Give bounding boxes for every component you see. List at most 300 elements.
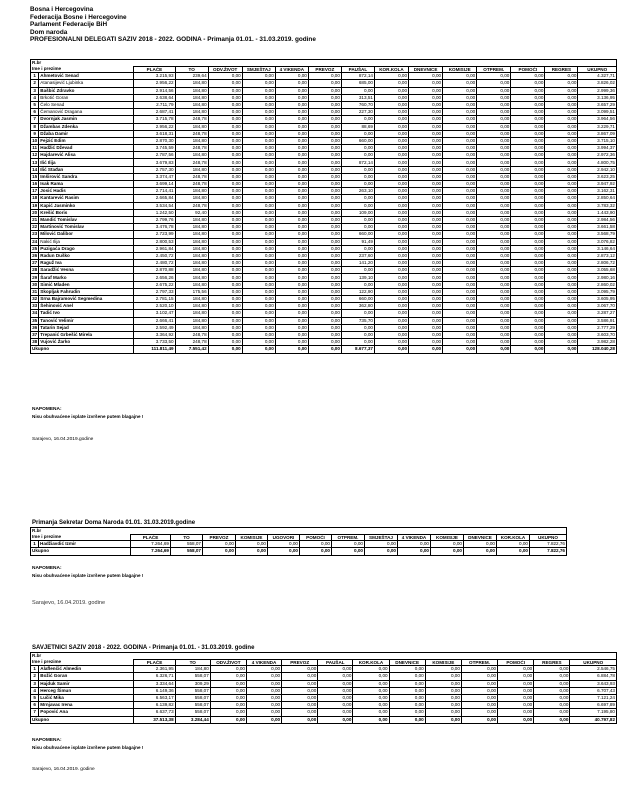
amount-cell: 2.592,49 bbox=[134, 324, 175, 331]
amount-cell: 0,00 bbox=[545, 195, 578, 202]
table-row bbox=[31, 288, 617, 295]
amount-cell: 0,00 bbox=[308, 73, 341, 80]
amount-cell: 0,00 bbox=[545, 166, 578, 173]
amount-cell: 0,00 bbox=[300, 541, 332, 548]
column-header: SMJEŠTAJ bbox=[242, 66, 275, 73]
amount-cell: 0,00 bbox=[409, 245, 443, 252]
total-cell: 0,00 bbox=[545, 346, 578, 353]
amount-cell: 0,00 bbox=[275, 152, 308, 159]
person-name: Ilić Stađan bbox=[39, 166, 134, 173]
amount-cell: 0,00 bbox=[498, 709, 534, 716]
amount-cell: 660,00 bbox=[341, 137, 374, 144]
column-header: REGRES bbox=[545, 66, 578, 73]
total-cell: 0,00 bbox=[409, 346, 443, 353]
amount-cell: 239,64 bbox=[175, 73, 208, 80]
amount-cell: 0,00 bbox=[477, 252, 511, 259]
amount-cell: 0,00 bbox=[308, 123, 341, 130]
amount-cell: 3.715,10 bbox=[578, 137, 617, 144]
amount-cell: 184,80 bbox=[175, 666, 210, 673]
column-header: 4 VIKENDA bbox=[246, 659, 281, 666]
amount-cell: 0,00 bbox=[374, 310, 408, 317]
table-row bbox=[31, 702, 617, 709]
amount-cell: 0,00 bbox=[425, 694, 461, 701]
amount-cell: 0,00 bbox=[374, 267, 408, 274]
amount-cell: 0,00 bbox=[208, 296, 242, 303]
amount-cell: 0,00 bbox=[443, 202, 477, 209]
total-cell: 7.264,69 bbox=[131, 548, 171, 555]
amount-cell: 0,00 bbox=[477, 101, 511, 108]
amount-cell: 0,00 bbox=[365, 541, 398, 548]
amount-cell: 0,00 bbox=[443, 145, 477, 152]
name-header-3: Ime i prezime bbox=[31, 659, 134, 666]
amount-cell: 2.972,36 bbox=[578, 152, 617, 159]
amount-cell: 0,00 bbox=[443, 181, 477, 188]
amount-cell: 0,00 bbox=[208, 87, 242, 94]
amount-cell: 0,00 bbox=[374, 274, 408, 281]
amount-cell: 0,00 bbox=[477, 195, 511, 202]
amount-cell: 0,00 bbox=[341, 310, 374, 317]
amount-cell: 0,00 bbox=[341, 202, 374, 209]
amount-cell: 0,00 bbox=[341, 166, 374, 173]
amount-cell: 0,00 bbox=[318, 680, 353, 687]
column-header: SMJEŠTAJ bbox=[365, 534, 398, 541]
row-number: 25 bbox=[32, 245, 38, 251]
person-name: Šaraf Marko bbox=[39, 274, 134, 281]
amount-cell: 0,00 bbox=[511, 317, 545, 324]
amount-cell: 0,00 bbox=[443, 159, 477, 166]
amount-cell: 0,00 bbox=[242, 80, 275, 87]
row-number: 16 bbox=[32, 181, 38, 187]
person-name: Mandić Tomislav bbox=[39, 216, 134, 223]
amount-cell: 3.162,31 bbox=[578, 188, 617, 195]
amount-cell: 2.999,36 bbox=[578, 87, 617, 94]
amount-cell: 558,07 bbox=[175, 694, 210, 701]
amount-cell: 0,00 bbox=[443, 231, 477, 238]
amount-cell: 0,00 bbox=[275, 267, 308, 274]
total-cell: 0,00 bbox=[208, 346, 242, 353]
row-number: 17 bbox=[32, 188, 38, 194]
amount-cell: 0,00 bbox=[545, 209, 578, 216]
amount-cell: 0,00 bbox=[242, 296, 275, 303]
amount-cell: 0,00 bbox=[443, 245, 477, 252]
column-header: UKUPNO bbox=[578, 66, 617, 73]
person-name: Džambas Zdenka bbox=[39, 123, 134, 130]
table-row bbox=[31, 116, 617, 123]
amount-cell: 0,00 bbox=[341, 281, 374, 288]
amount-cell: 0,00 bbox=[282, 673, 318, 680]
row-number: 32 bbox=[32, 296, 38, 302]
amount-cell: 0,00 bbox=[308, 209, 341, 216]
amount-cell: 0,00 bbox=[374, 303, 408, 310]
column-header: 4 VIKENDA bbox=[398, 534, 431, 541]
amount-cell: 0,00 bbox=[443, 195, 477, 202]
amount-cell: 0,00 bbox=[409, 173, 443, 180]
amount-cell: 0,00 bbox=[511, 274, 545, 281]
amount-cell: 0,00 bbox=[341, 267, 374, 274]
amount-cell: 0,00 bbox=[308, 224, 341, 231]
amount-cell: 0,00 bbox=[374, 73, 408, 80]
amount-cell: 0,00 bbox=[443, 130, 477, 137]
cash-note-3: Nisu obuhvaćene isplate izvršene putem blagajne ! bbox=[32, 745, 144, 750]
amount-cell: 0,00 bbox=[318, 702, 353, 709]
amount-cell: 0,00 bbox=[308, 267, 341, 274]
row-number: 6 bbox=[31, 702, 39, 709]
total-cell: 37.513,38 bbox=[134, 716, 175, 723]
amount-cell: 7.121,24 bbox=[570, 694, 617, 701]
amount-cell: 0,00 bbox=[409, 267, 443, 274]
amount-cell: 0,00 bbox=[534, 680, 570, 687]
amount-cell: 0,00 bbox=[341, 173, 374, 180]
total-cell: 40.797,82 bbox=[570, 716, 617, 723]
person-name: Josić Hadis bbox=[39, 188, 134, 195]
amount-cell: 0,00 bbox=[511, 137, 545, 144]
amount-cell: 0,00 bbox=[545, 252, 578, 259]
amount-cell: 0,00 bbox=[275, 274, 308, 281]
delegates-table bbox=[30, 59, 617, 354]
column-header: PREVOZ bbox=[282, 659, 318, 666]
amount-cell: 0,00 bbox=[308, 238, 341, 245]
amount-cell: 0,00 bbox=[443, 216, 477, 223]
amount-cell: 0,00 bbox=[409, 288, 443, 295]
amount-cell: 0,00 bbox=[477, 202, 511, 209]
amount-cell: 0,00 bbox=[275, 188, 308, 195]
amount-cell: 2.961,84 bbox=[134, 245, 175, 252]
amount-cell: 0,00 bbox=[374, 116, 408, 123]
amount-cell: 0,00 bbox=[545, 202, 578, 209]
table-row bbox=[31, 673, 617, 680]
amount-cell: 2.777,29 bbox=[578, 324, 617, 331]
amount-cell: 0,00 bbox=[443, 109, 477, 116]
amount-cell: 0,00 bbox=[511, 296, 545, 303]
amount-cell: 0,00 bbox=[308, 274, 341, 281]
column-header: KOMISIJE bbox=[431, 534, 464, 541]
table-row bbox=[31, 159, 617, 166]
amount-cell: 0,00 bbox=[341, 152, 374, 159]
row-number: 2 bbox=[31, 80, 39, 87]
row-number: 38 bbox=[32, 339, 38, 345]
amount-cell: 0,00 bbox=[275, 116, 308, 123]
column-header: PAUŠAL bbox=[341, 66, 374, 73]
amount-cell: 760,70 bbox=[341, 101, 374, 108]
amount-cell: 3.623,25 bbox=[578, 173, 617, 180]
amount-cell: 2.984,56 bbox=[578, 216, 617, 223]
amount-cell: 0,00 bbox=[236, 541, 268, 548]
amount-cell: 0,00 bbox=[511, 216, 545, 223]
amount-cell: 0,00 bbox=[511, 173, 545, 180]
amount-cell: 0,00 bbox=[282, 709, 318, 716]
column-header: PLAĆE bbox=[131, 534, 171, 541]
amount-cell: 0,00 bbox=[425, 702, 461, 709]
amount-cell: 0,00 bbox=[308, 202, 341, 209]
amount-cell: 0,00 bbox=[545, 181, 578, 188]
amount-cell: 0,00 bbox=[242, 166, 275, 173]
amount-cell: 0,00 bbox=[534, 666, 570, 673]
column-header: PREVOZ bbox=[308, 66, 341, 73]
amount-cell: 248,78 bbox=[175, 145, 208, 152]
amount-cell: 0,00 bbox=[409, 202, 443, 209]
amount-cell: 0,00 bbox=[374, 101, 408, 108]
amount-cell: 0,00 bbox=[275, 260, 308, 267]
amount-cell: 0,00 bbox=[374, 245, 408, 252]
amount-cell: 0,00 bbox=[275, 109, 308, 116]
amount-cell: 3.605,95 bbox=[578, 296, 617, 303]
total-cell: 111.811,49 bbox=[134, 346, 175, 353]
amount-cell: 2.675,22 bbox=[134, 281, 175, 288]
amount-cell: 0,00 bbox=[275, 181, 308, 188]
table-row bbox=[31, 694, 617, 701]
row-number: 6 bbox=[31, 109, 39, 116]
amount-cell: 0,00 bbox=[477, 231, 511, 238]
amount-cell: 0,00 bbox=[443, 274, 477, 281]
table-row bbox=[31, 80, 617, 87]
amount-cell: 0,00 bbox=[409, 87, 443, 94]
amount-cell: 2.870,88 bbox=[134, 267, 175, 274]
column-header: TO bbox=[175, 659, 210, 666]
amount-cell: 0,00 bbox=[308, 166, 341, 173]
amount-cell: 0,00 bbox=[409, 94, 443, 101]
amount-cell: 0,00 bbox=[534, 687, 570, 694]
row-number: 7 bbox=[31, 116, 39, 123]
amount-cell: 0,00 bbox=[242, 310, 275, 317]
amount-cell: 0,00 bbox=[308, 339, 341, 346]
amount-cell: 0,00 bbox=[210, 666, 246, 673]
amount-cell: 0,00 bbox=[443, 137, 477, 144]
amount-cell: 0,00 bbox=[374, 224, 408, 231]
row-number: 3 bbox=[31, 87, 39, 94]
amount-cell: 3.826,02 bbox=[578, 80, 617, 87]
amount-cell: 184,80 bbox=[175, 238, 208, 245]
amount-cell: 0,00 bbox=[443, 331, 477, 338]
amount-cell: 2.665,84 bbox=[134, 195, 175, 202]
amount-cell: 0,00 bbox=[443, 209, 477, 216]
amount-cell: 0,00 bbox=[308, 288, 341, 295]
row-number: 7 bbox=[31, 709, 39, 716]
column-header: KOMISIJE bbox=[425, 659, 461, 666]
amount-cell: 0,00 bbox=[511, 281, 545, 288]
amount-cell: 0,00 bbox=[308, 260, 341, 267]
total-cell: 0,00 bbox=[308, 346, 341, 353]
amount-cell: 0,00 bbox=[497, 541, 530, 548]
row-number: 34 bbox=[32, 310, 38, 316]
amount-cell: 0,00 bbox=[409, 123, 443, 130]
amount-cell: 0,00 bbox=[409, 238, 443, 245]
row-number: 28 bbox=[32, 267, 38, 273]
person-name: Hajduk Samir bbox=[39, 680, 134, 687]
amount-cell: 175,56 bbox=[175, 288, 208, 295]
amount-cell: 0,00 bbox=[275, 130, 308, 137]
amount-cell: 0,00 bbox=[511, 310, 545, 317]
amount-cell: 3.699,14 bbox=[134, 181, 175, 188]
amount-cell: 0,00 bbox=[461, 702, 497, 709]
amount-cell: 2.799,76 bbox=[134, 216, 175, 223]
amount-cell: 0,00 bbox=[545, 80, 578, 87]
amount-cell: 0,00 bbox=[308, 145, 341, 152]
amount-cell: 0,00 bbox=[477, 80, 511, 87]
amount-cell: 184,80 bbox=[175, 231, 208, 238]
amount-cell: 0,00 bbox=[208, 109, 242, 116]
amount-cell: 0,00 bbox=[208, 310, 242, 317]
napomena-label-1: NAPOMENA: bbox=[32, 407, 62, 412]
amount-cell: 0,00 bbox=[282, 680, 318, 687]
amount-cell: 0,00 bbox=[374, 80, 408, 87]
column-header: DNEVNICE bbox=[464, 534, 497, 541]
amount-cell: 0,00 bbox=[210, 673, 246, 680]
amount-cell: 4.800,75 bbox=[578, 159, 617, 166]
amount-cell: 3.334,64 bbox=[134, 680, 175, 687]
amount-cell: 0,00 bbox=[275, 288, 308, 295]
amount-cell: 0,00 bbox=[208, 339, 242, 346]
rbr-header: R.br bbox=[31, 60, 617, 67]
amount-cell: 0,00 bbox=[308, 188, 341, 195]
table-row bbox=[31, 245, 617, 252]
amount-cell: 88,69 bbox=[341, 123, 374, 130]
table-row bbox=[31, 281, 617, 288]
table-row bbox=[31, 94, 617, 101]
amount-cell: 2.956,22 bbox=[134, 80, 175, 87]
total-cell: 128.040,28 bbox=[578, 346, 617, 353]
amount-cell: 0,00 bbox=[477, 245, 511, 252]
table-row bbox=[31, 216, 617, 223]
amount-cell: 0,00 bbox=[409, 137, 443, 144]
amount-cell: 0,00 bbox=[477, 116, 511, 123]
amount-cell: 0,00 bbox=[443, 267, 477, 274]
row-number: 36 bbox=[32, 324, 38, 330]
amount-cell: 558,07 bbox=[175, 673, 210, 680]
table-row bbox=[31, 709, 617, 716]
person-name: Trepanić Grbešić Mirela bbox=[39, 331, 134, 338]
amount-cell: 0,00 bbox=[203, 541, 236, 548]
person-name: Atanasijević Ljubinka bbox=[39, 80, 134, 87]
amount-cell: 0,00 bbox=[208, 331, 242, 338]
total-cell: 0,00 bbox=[464, 548, 497, 555]
person-name: Puzigaća Drago bbox=[39, 245, 134, 252]
table-row bbox=[31, 202, 617, 209]
advisors-title: SAVJETNICI SAZIV 2018 - 2022. GODINA - Primanja 01.01. - 31.03.2019. godine bbox=[32, 645, 255, 651]
person-name: Bašbić Zdravko bbox=[39, 87, 134, 94]
amount-cell: 0,00 bbox=[208, 159, 242, 166]
amount-cell: 0,00 bbox=[443, 339, 477, 346]
amount-cell: 0,00 bbox=[409, 130, 443, 137]
rbr-header-2: R.br bbox=[31, 528, 567, 535]
amount-cell: 0,00 bbox=[353, 680, 389, 687]
amount-cell: 0,00 bbox=[242, 87, 275, 94]
amount-cell: 0,00 bbox=[443, 310, 477, 317]
column-header: KOR.KOLA bbox=[497, 534, 530, 541]
amount-cell: 0,00 bbox=[308, 181, 341, 188]
person-name: Tanović Velimir bbox=[39, 317, 134, 324]
amount-cell: 0,00 bbox=[545, 245, 578, 252]
amount-cell: 7.822,76 bbox=[530, 541, 567, 548]
amount-cell: 2.873,12 bbox=[578, 252, 617, 259]
row-number: 24 bbox=[32, 238, 38, 244]
amount-cell: 0,00 bbox=[308, 173, 341, 180]
amount-cell: 0,00 bbox=[545, 310, 578, 317]
amount-cell: 0,00 bbox=[477, 216, 511, 223]
amount-cell: 0,00 bbox=[208, 245, 242, 252]
amount-cell: 0,00 bbox=[282, 666, 318, 673]
amount-cell: 0,00 bbox=[374, 324, 408, 331]
amount-cell: 0,00 bbox=[409, 216, 443, 223]
amount-cell: 0,00 bbox=[275, 317, 308, 324]
row-number: 26 bbox=[32, 252, 38, 258]
amount-cell: 0,00 bbox=[477, 137, 511, 144]
amount-cell: 184,80 bbox=[175, 310, 208, 317]
amount-cell: 0,00 bbox=[443, 173, 477, 180]
amount-cell: 0,00 bbox=[308, 216, 341, 223]
row-number: 11 bbox=[32, 145, 38, 151]
amount-cell: 0,00 bbox=[545, 188, 578, 195]
amount-cell: 3.661,58 bbox=[578, 224, 617, 231]
table-row bbox=[31, 152, 617, 159]
amount-cell: 2.520,10 bbox=[134, 303, 175, 310]
amount-cell: 0,00 bbox=[308, 152, 341, 159]
amount-cell: 0,00 bbox=[477, 188, 511, 195]
amount-cell: 0,00 bbox=[208, 216, 242, 223]
amount-cell: 0,00 bbox=[308, 281, 341, 288]
amount-cell: 0,00 bbox=[332, 541, 365, 548]
amount-cell: 0,00 bbox=[308, 310, 341, 317]
amount-cell: 0,00 bbox=[308, 109, 341, 116]
amount-cell: 109,00 bbox=[341, 209, 374, 216]
amount-cell: 313,51 bbox=[341, 94, 374, 101]
total-cell: 7.551,42 bbox=[175, 346, 208, 353]
amount-cell: 6.563,17 bbox=[134, 694, 175, 701]
amount-cell: 3.215,93 bbox=[134, 73, 175, 80]
amount-cell: 0,00 bbox=[308, 94, 341, 101]
amount-cell: 0,00 bbox=[242, 281, 275, 288]
total-cell: 0,00 bbox=[275, 346, 308, 353]
amount-cell: 184,80 bbox=[175, 152, 208, 159]
amount-cell: 0,00 bbox=[409, 324, 443, 331]
amount-cell: 0,00 bbox=[308, 317, 341, 324]
amount-cell: 0,00 bbox=[341, 116, 374, 123]
amount-cell: 184,80 bbox=[175, 137, 208, 144]
amount-cell: 0,00 bbox=[443, 123, 477, 130]
table-row bbox=[31, 317, 617, 324]
amount-cell: 0,00 bbox=[511, 260, 545, 267]
amount-cell: 0,00 bbox=[389, 702, 425, 709]
amount-cell: 0,00 bbox=[242, 238, 275, 245]
amount-cell: 0,00 bbox=[275, 324, 308, 331]
column-header: 4 VIKENDA bbox=[275, 66, 308, 73]
amount-cell: 0,00 bbox=[275, 123, 308, 130]
row-number: 13 bbox=[32, 159, 38, 165]
amount-cell: 0,00 bbox=[443, 80, 477, 87]
amount-cell: 0,00 bbox=[545, 288, 578, 295]
amount-cell: 0,00 bbox=[374, 123, 408, 130]
person-name: Imširović Sandra bbox=[39, 173, 134, 180]
amount-cell: 0,00 bbox=[498, 694, 534, 701]
amount-cell: 0,00 bbox=[477, 87, 511, 94]
amount-cell: 2.687,41 bbox=[134, 109, 175, 116]
amount-cell: 0,00 bbox=[341, 224, 374, 231]
amount-cell: 3.867,09 bbox=[578, 130, 617, 137]
amount-cell: 0,00 bbox=[545, 274, 578, 281]
amount-cell: 0,00 bbox=[242, 216, 275, 223]
total-cell: 0,00 bbox=[443, 346, 477, 353]
amount-cell: 0,00 bbox=[275, 231, 308, 238]
amount-cell: 0,00 bbox=[275, 173, 308, 180]
amount-cell: 558,07 bbox=[175, 687, 210, 694]
amount-cell: 0,00 bbox=[208, 288, 242, 295]
column-header: PLAĆE bbox=[134, 659, 175, 666]
amount-cell: 0,00 bbox=[242, 331, 275, 338]
total-label: Ukupno bbox=[31, 548, 131, 555]
amount-cell: 0,00 bbox=[409, 224, 443, 231]
amount-cell: 0,00 bbox=[545, 317, 578, 324]
amount-cell: 0,00 bbox=[511, 267, 545, 274]
row-number: 10 bbox=[32, 137, 38, 143]
